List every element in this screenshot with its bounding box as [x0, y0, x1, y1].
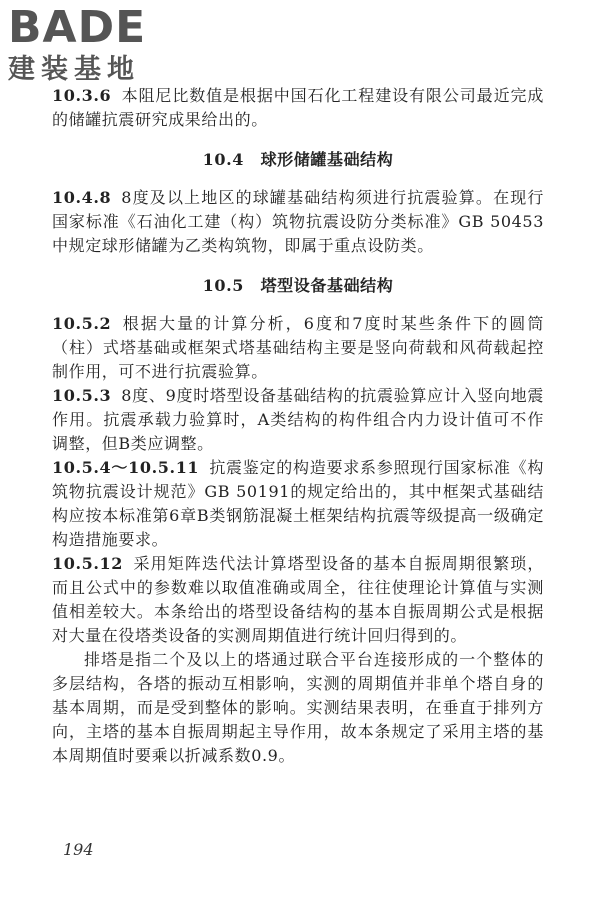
section-heading-10-5: 10.5 塔型设备基础结构: [202, 276, 394, 295]
clause-number: 10.5.12: [52, 554, 124, 573]
document-body: [52, 84, 544, 768]
section-heading-10-4: 10.4 球形储罐基础结构: [202, 150, 394, 169]
clause-text: 根据大量的计算分析，6度和7度时某些条件下的圆筒（柱）式塔基础或框架式塔基础结构主要是竖向荷载和风荷载起控制作用，可不进行抗震验算。: [52, 314, 544, 381]
clause-10-3-6: [52, 84, 544, 132]
clause-text: 8度及以上地区的球罐基础结构须进行抗震验算。在现行国家标准《石油化工建（构）筑物抗震设防分类标准》GB 50453中规定球形储罐为乙类构筑物，即属于重点设防类。: [52, 188, 544, 255]
paragraph-row-towers: 排塔是指二个及以上的塔通过联合平台连接形成的一个整体的多层结构，各塔的振动互相影响，实测的周期值并非单个塔自身的基本周期，而是受到整体的影响。实测结果表明，在垂直于排列方向，主塔的基本自振周期起主导作用，故本条规定了采用主塔的基本周期值时要乘以折减系数0.9。: [52, 650, 544, 765]
clause-10-5-12: [52, 552, 544, 648]
clause-number: 10.4.8: [52, 188, 112, 207]
logo-subtitle: 建装基地: [8, 54, 140, 85]
clause-text: 采用矩阵迭代法计算塔型设备的基本自振周期很繁琐，而且公式中的参数难以取值准确或周全，往往使理论计算值与实测值相差较大。本条给出的塔型设备结构的基本自振周期公式是根据对大量在役塔类设备的实测周期值进行统计回归得到的。: [52, 554, 544, 645]
logo-wordmark: BADE: [8, 2, 147, 53]
clause-text: 8度、9度时塔型设备基础结构的抗震验算应计入竖向地震作用。抗震承载力验算时，A类结构的构件组合内力设计值可不作调整，但B类应调整。: [52, 386, 544, 453]
logo: [8, 4, 178, 88]
page-number: 194: [63, 840, 94, 859]
clause-number: 10.5.3: [52, 386, 112, 405]
clause-number: 10.5.2: [52, 314, 112, 333]
clause-10-4-8: [52, 186, 544, 258]
clause-text: 抗震鉴定的构造要求系参照现行国家标准《构筑物抗震设计规范》GB 50191的规定给出的，其中框架式基础结构应按本标准第6章B类钢筋混凝土框架结构抗震等级提高一级确定构造措施要求。: [52, 458, 544, 549]
clause-number: 10.5.4～10.5.11: [52, 458, 200, 477]
clause-number: 10.3.6: [52, 86, 112, 105]
clause-text: 本阻尼比数值是根据中国石化工程建设有限公司最近完成的储罐抗震研究成果给出的。: [52, 86, 544, 129]
clause-10-5-2: [52, 312, 544, 384]
clause-10-5-3: [52, 384, 544, 456]
clause-10-5-4-to-10-5-11: [52, 456, 544, 552]
